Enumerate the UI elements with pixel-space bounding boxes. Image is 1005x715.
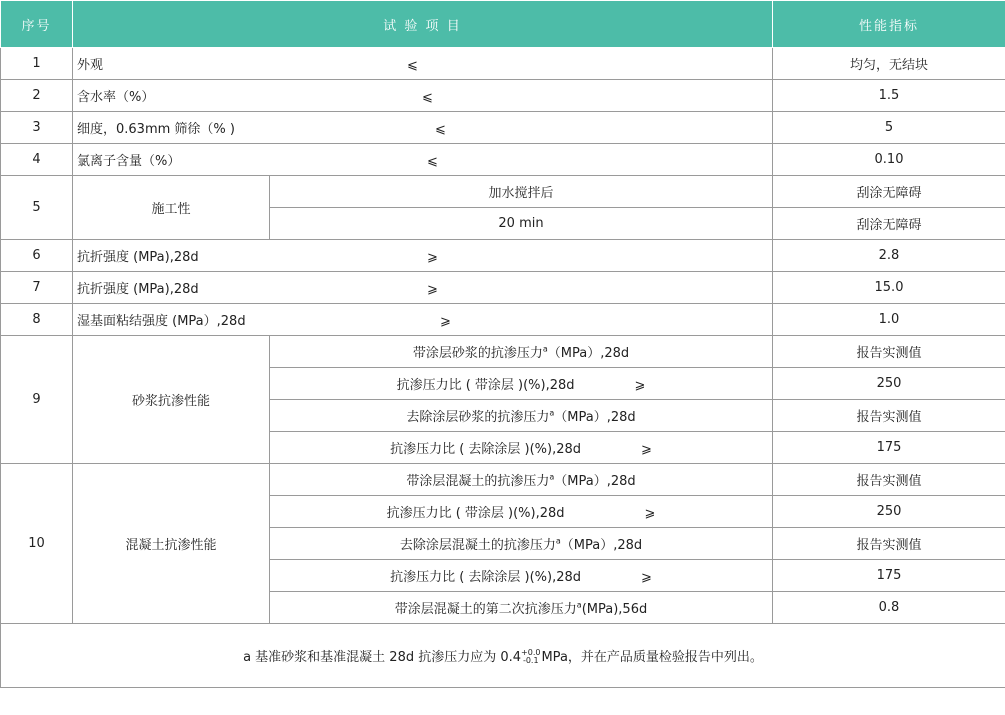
- row-no: 5: [1, 176, 73, 240]
- row-no: 6: [1, 240, 73, 272]
- sub-item: 去除涂层混凝土的抗渗压力$^a$（MPa）,28d: [270, 528, 773, 560]
- header-item: 试 验 项 目: [73, 1, 773, 48]
- row-value: 0.8: [773, 592, 1005, 624]
- row-item: 混凝土抗渗性能: [73, 464, 270, 624]
- sub-item: 带涂层混凝土的抗渗压力$^a$（MPa）,28d: [270, 464, 773, 496]
- row-value: 5: [773, 112, 1005, 144]
- tolerance: +0.0 -0.1: [521, 648, 541, 666]
- sub-item: 抗渗压力比 ( 带涂层 )(%),28d ⩾: [270, 368, 773, 400]
- sub-item: 去除涂层砂浆的抗渗压力$^a$（MPa）,28d: [270, 400, 773, 432]
- sub-item: 带涂层砂浆的抗渗压力$^a$（MPa）,28d: [270, 336, 773, 368]
- row-value: 报告实测值: [773, 464, 1005, 496]
- row-item: 氯离子含量（%） ⩽: [73, 144, 773, 176]
- row-no: 7: [1, 272, 73, 304]
- row-value: 报告实测值: [773, 528, 1005, 560]
- row-item: 抗折强度 (MPa),28d ⩾: [73, 240, 773, 272]
- sub-item: 20 min: [270, 208, 773, 240]
- header-value: 性能指标: [773, 1, 1005, 48]
- header-row: [1, 1, 1005, 48]
- sub-item: 抗渗压力比 ( 去除涂层 )(%),28d ⩾: [270, 560, 773, 592]
- row-item: 细度，0.63mm 筛徐（% ) ⩽: [73, 112, 773, 144]
- header-no: 序号: [1, 1, 73, 48]
- row-item: 施工性: [73, 176, 270, 240]
- table-row: [1, 80, 1005, 112]
- row-item: 湿基面粘结强度 (MPa）,28d ⩾: [73, 304, 773, 336]
- row-no: 1: [1, 48, 73, 80]
- footnote-row: [1, 624, 1005, 688]
- row-item: 抗折强度 (MPa),28d ⩾: [73, 272, 773, 304]
- row-no: 2: [1, 80, 73, 112]
- table-row: [1, 48, 1005, 80]
- row-value: 250: [773, 368, 1005, 400]
- row-no: 8: [1, 304, 73, 336]
- sub-item: 抗渗压力比 ( 去除涂层 )(%),28d ⩾: [270, 432, 773, 464]
- row-value: 175: [773, 560, 1005, 592]
- sub-item: 抗渗压力比 ( 带涂层 )(%),28d ⩾: [270, 496, 773, 528]
- table-row: [1, 176, 1005, 208]
- row-item: 含水率（%） ⩽: [73, 80, 773, 112]
- row-value: 报告实测值: [773, 336, 1005, 368]
- row-value: 报告实测值: [773, 400, 1005, 432]
- table-row: [1, 272, 1005, 304]
- footnote: a 基准砂浆和基准混凝土 28d 抗渗压力应为 0.4 +0.0 -0.1 MPa，并在产品质量检验报告中列出。: [1, 624, 1005, 688]
- table-row: [1, 336, 1005, 368]
- row-value: 250: [773, 496, 1005, 528]
- row-value: 1.5: [773, 80, 1005, 112]
- sub-item: 带涂层混凝土的第二次抗渗压力$^a$(MPa),56d: [270, 592, 773, 624]
- row-value: 2.8: [773, 240, 1005, 272]
- row-value: 175: [773, 432, 1005, 464]
- row-no: 4: [1, 144, 73, 176]
- row-item: 砂浆抗渗性能: [73, 336, 270, 464]
- row-no: 3: [1, 112, 73, 144]
- table-row: [1, 112, 1005, 144]
- table-row: [1, 464, 1005, 496]
- row-value: 1.0: [773, 304, 1005, 336]
- row-value: 均匀，无结块: [773, 48, 1005, 80]
- row-value: 刮涂无障碍: [773, 176, 1005, 208]
- row-value: 0.10: [773, 144, 1005, 176]
- row-item: 外观 ⩽: [73, 48, 773, 80]
- table-row: [1, 240, 1005, 272]
- sub-item: 加水搅拌后: [270, 176, 773, 208]
- row-no: 9: [1, 336, 73, 464]
- table-row: [1, 304, 1005, 336]
- table-row: [1, 144, 1005, 176]
- row-value: 15.0: [773, 272, 1005, 304]
- row-value: 刮涂无障碍: [773, 208, 1005, 240]
- row-no: 10: [1, 464, 73, 624]
